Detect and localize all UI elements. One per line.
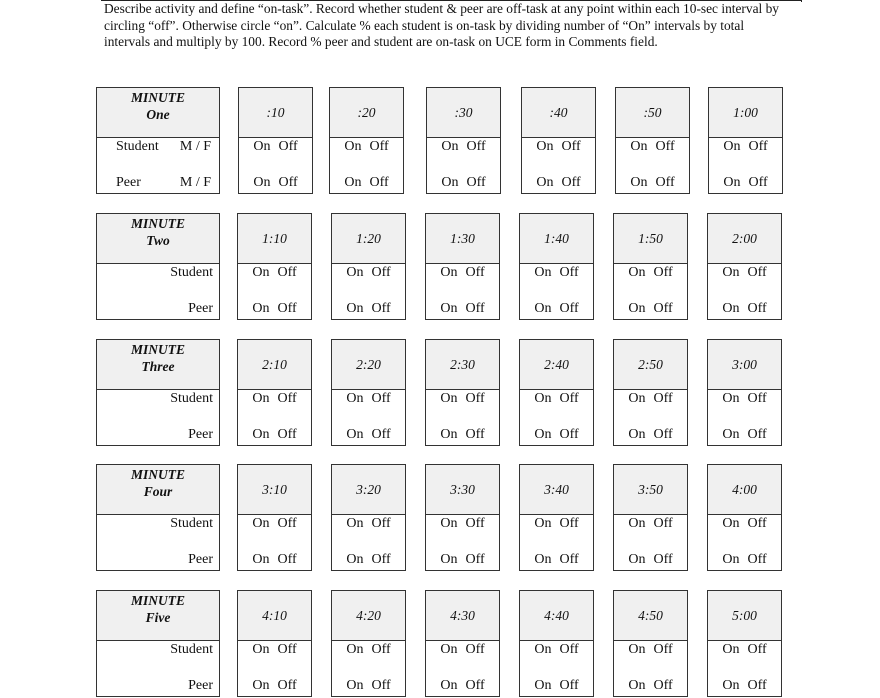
student-label: Student (116, 139, 159, 154)
off-option[interactable]: Off (465, 678, 485, 693)
student-on-off (614, 516, 687, 532)
student-label: Student (170, 516, 213, 531)
interval-header: 1:20 (331, 213, 406, 264)
peer-on-off (426, 301, 499, 317)
peer-on-off (332, 301, 405, 317)
on-option[interactable]: On (628, 678, 646, 693)
peer-on-off (614, 678, 687, 694)
minute-number: Two (146, 233, 170, 248)
on-option[interactable]: On (628, 391, 646, 406)
interval-header: 4:20 (331, 590, 406, 641)
interval-cell (519, 514, 594, 571)
peer-label: Peer (116, 175, 141, 190)
on-option[interactable]: On (440, 265, 458, 280)
interval-cell (613, 389, 688, 446)
interval-cell (237, 640, 312, 697)
on-option[interactable]: On (630, 175, 648, 190)
off-option[interactable]: Off (277, 552, 297, 567)
interval-header: 3:30 (425, 464, 500, 515)
off-option[interactable]: Off (655, 139, 675, 154)
student-on-off (522, 139, 595, 155)
peer-on-off (520, 552, 593, 568)
interval-cell (613, 514, 688, 571)
peer-on-off (708, 552, 781, 568)
student-label: Student (170, 391, 213, 406)
interval-header: 4:10 (237, 590, 312, 641)
on-option[interactable]: On (534, 301, 552, 316)
student-on-off (520, 391, 593, 407)
peer-on-off (332, 427, 405, 443)
on-option[interactable]: On (253, 175, 271, 190)
on-option[interactable]: On (440, 642, 458, 657)
off-option[interactable]: Off (559, 516, 579, 531)
on-option[interactable]: On (722, 516, 740, 531)
interval-header: 4:50 (613, 590, 688, 641)
on-option[interactable]: On (440, 301, 458, 316)
on-option[interactable]: On (723, 175, 741, 190)
on-option[interactable]: On (252, 552, 270, 567)
student-on-off (614, 391, 687, 407)
student-on-off (239, 139, 312, 155)
peer-on-off (332, 552, 405, 568)
minute-title: MINUTE (130, 467, 185, 482)
student-on-off (426, 516, 499, 532)
on-option[interactable]: On (628, 516, 646, 531)
interval-header: :40 (521, 87, 596, 138)
on-option[interactable]: On (441, 139, 459, 154)
on-option[interactable]: On (252, 678, 270, 693)
student-on-off (520, 516, 593, 532)
peer-on-off (427, 175, 500, 191)
on-option[interactable]: On (628, 427, 646, 442)
on-option[interactable]: On (536, 175, 554, 190)
off-option[interactable]: Off (653, 427, 673, 442)
minute-title: MINUTE (130, 593, 185, 608)
student-on-off (708, 391, 781, 407)
interval-cell (521, 137, 596, 194)
off-option[interactable]: Off (371, 642, 391, 657)
interval-cell (237, 514, 312, 571)
off-option[interactable]: Off (277, 678, 297, 693)
student-on-off (616, 139, 689, 155)
peer-on-off (708, 427, 781, 443)
student-on-off (708, 265, 781, 281)
off-option[interactable]: Off (747, 678, 767, 693)
on-option[interactable]: On (534, 265, 552, 280)
student-on-off (520, 642, 593, 658)
minute-block (0, 213, 880, 321)
student-on-off (426, 265, 499, 281)
interval-cell (425, 263, 500, 320)
on-option[interactable]: On (252, 265, 270, 280)
off-option[interactable]: Off (748, 139, 768, 154)
interval-cell (237, 389, 312, 446)
student-on-off (238, 391, 311, 407)
interval-header: 1:40 (519, 213, 594, 264)
interval-header: 4:30 (425, 590, 500, 641)
peer-on-off (520, 301, 593, 317)
on-option[interactable]: On (346, 391, 364, 406)
interval-cell (331, 389, 406, 446)
on-option[interactable]: On (722, 678, 740, 693)
peer-label: Peer (188, 552, 213, 567)
off-option[interactable]: Off (466, 175, 486, 190)
off-option[interactable]: Off (653, 642, 673, 657)
off-option[interactable]: Off (277, 265, 297, 280)
off-option[interactable]: Off (369, 139, 389, 154)
on-option[interactable]: On (628, 301, 646, 316)
on-option[interactable]: On (628, 642, 646, 657)
minute-header (96, 339, 220, 390)
student-label: Student (170, 642, 213, 657)
off-option[interactable]: Off (465, 642, 485, 657)
peer-on-off (238, 427, 311, 443)
interval-header: 1:10 (237, 213, 312, 264)
student-on-off (614, 265, 687, 281)
minute-number: Four (143, 484, 173, 499)
student-on-off (238, 265, 311, 281)
on-option[interactable]: On (722, 427, 740, 442)
interval-header: 2:50 (613, 339, 688, 390)
interval-header: 2:20 (331, 339, 406, 390)
peer-label: Peer (188, 427, 213, 442)
on-option[interactable]: On (440, 427, 458, 442)
interval-header: 3:20 (331, 464, 406, 515)
on-option[interactable]: On (534, 552, 552, 567)
off-option[interactable]: Off (653, 391, 673, 406)
on-option[interactable]: On (534, 391, 552, 406)
on-option[interactable]: On (346, 265, 364, 280)
off-option[interactable]: Off (371, 678, 391, 693)
student-on-off (614, 642, 687, 658)
off-option[interactable]: Off (466, 139, 486, 154)
peer-on-off (614, 301, 687, 317)
off-option[interactable]: Off (465, 391, 485, 406)
on-option[interactable]: On (722, 642, 740, 657)
off-option[interactable]: Off (747, 391, 767, 406)
student-on-off (426, 391, 499, 407)
minute-number: Three (141, 359, 175, 374)
on-option[interactable]: On (722, 301, 740, 316)
student-on-off (332, 391, 405, 407)
off-option[interactable]: Off (465, 301, 485, 316)
off-option[interactable]: Off (655, 175, 675, 190)
off-option[interactable]: Off (559, 642, 579, 657)
off-option[interactable]: Off (371, 552, 391, 567)
off-option[interactable]: Off (465, 552, 485, 567)
off-option[interactable]: Off (747, 642, 767, 657)
minute-header (96, 87, 220, 138)
on-option[interactable]: On (630, 139, 648, 154)
off-option[interactable]: Off (371, 516, 391, 531)
student-on-off (708, 642, 781, 658)
interval-cell (615, 137, 690, 194)
off-option[interactable]: Off (747, 427, 767, 442)
interval-cell (707, 263, 782, 320)
minute-header (96, 590, 220, 641)
minute-block (0, 464, 880, 572)
on-option[interactable]: On (346, 301, 364, 316)
student-on-off (238, 642, 311, 658)
interval-header: 1:30 (425, 213, 500, 264)
off-option[interactable]: Off (559, 427, 579, 442)
interval-cell (707, 389, 782, 446)
on-option[interactable]: On (440, 552, 458, 567)
instructions-text: Describe activity and define “on-task”. Record whether student & peer are off-task at any point within each 10-sec interval by circling “off”. Otherwise circle “on”. Calculate % each student is on-task by dividing number of “On” intervals by total intervals and multiply by 100. Record % peer and student are on-task on UCE form in Comments field. (104, 1, 779, 49)
interval-cell (331, 263, 406, 320)
interval-cell (708, 137, 783, 194)
on-option[interactable]: On (722, 265, 740, 280)
off-option[interactable]: Off (277, 391, 297, 406)
on-option[interactable]: On (346, 552, 364, 567)
peer-on-off (426, 427, 499, 443)
interval-cell (331, 514, 406, 571)
off-option[interactable]: Off (653, 552, 673, 567)
interval-header: 3:10 (237, 464, 312, 515)
on-option[interactable]: On (346, 427, 364, 442)
interval-header: 4:40 (519, 590, 594, 641)
interval-header: :20 (329, 87, 404, 138)
on-option[interactable]: On (722, 391, 740, 406)
off-option[interactable]: Off (277, 642, 297, 657)
off-option[interactable]: Off (371, 301, 391, 316)
interval-cell (426, 137, 501, 194)
interval-header: 3:00 (707, 339, 782, 390)
interval-header: :10 (238, 87, 313, 138)
off-option[interactable]: Off (747, 552, 767, 567)
minute-block (0, 87, 880, 195)
peer-on-off (426, 552, 499, 568)
minute-title: MINUTE (130, 342, 185, 357)
interval-header: 2:10 (237, 339, 312, 390)
off-option[interactable]: Off (278, 139, 298, 154)
off-option[interactable]: Off (559, 391, 579, 406)
on-option[interactable]: On (440, 391, 458, 406)
interval-cell (238, 137, 313, 194)
on-option[interactable]: On (723, 139, 741, 154)
row-label-box (96, 263, 220, 320)
on-option[interactable]: On (628, 265, 646, 280)
off-option[interactable]: Off (465, 427, 485, 442)
off-option[interactable]: Off (561, 175, 581, 190)
interval-header: 5:00 (707, 590, 782, 641)
student-on-off (332, 265, 405, 281)
peer-on-off (332, 678, 405, 694)
peer-on-off (330, 175, 403, 191)
off-option[interactable]: Off (559, 265, 579, 280)
off-option[interactable]: Off (369, 175, 389, 190)
interval-header: 2:40 (519, 339, 594, 390)
peer-label: Peer (188, 678, 213, 693)
minute-header (96, 213, 220, 264)
interval-cell (519, 640, 594, 697)
peer-on-off (426, 678, 499, 694)
interval-cell (707, 640, 782, 697)
minute-header (96, 464, 220, 515)
on-option[interactable]: On (534, 678, 552, 693)
minute-block (0, 590, 880, 698)
row-label-box (96, 640, 220, 697)
on-option[interactable]: On (344, 175, 362, 190)
interval-cell (425, 389, 500, 446)
off-option[interactable]: Off (278, 175, 298, 190)
off-option[interactable]: Off (559, 552, 579, 567)
on-option[interactable]: On (534, 642, 552, 657)
on-option[interactable]: On (440, 516, 458, 531)
peer-on-off (238, 552, 311, 568)
minute-block (0, 339, 880, 447)
interval-cell (519, 263, 594, 320)
on-option[interactable]: On (252, 301, 270, 316)
on-option[interactable]: On (536, 139, 554, 154)
off-option[interactable]: Off (559, 678, 579, 693)
interval-cell (425, 640, 500, 697)
off-option[interactable]: Off (747, 265, 767, 280)
off-option[interactable]: Off (465, 516, 485, 531)
off-option[interactable]: Off (371, 427, 391, 442)
interval-cell (425, 514, 500, 571)
on-option[interactable]: On (346, 516, 364, 531)
off-option[interactable]: Off (277, 301, 297, 316)
peer-on-off (522, 175, 595, 191)
off-option[interactable]: Off (653, 678, 673, 693)
off-option[interactable]: Off (371, 265, 391, 280)
student-on-off (708, 516, 781, 532)
student-on-off (426, 642, 499, 658)
on-option[interactable]: On (344, 139, 362, 154)
gender-selector[interactable]: M / F (179, 139, 211, 154)
gender-selector[interactable]: M / F (179, 175, 211, 190)
interval-header: 3:50 (613, 464, 688, 515)
off-option[interactable]: Off (653, 516, 673, 531)
minute-number: One (146, 107, 170, 122)
interval-header: 3:40 (519, 464, 594, 515)
on-option[interactable]: On (722, 552, 740, 567)
student-on-off (709, 139, 782, 155)
interval-header: :30 (426, 87, 501, 138)
on-option[interactable]: On (628, 552, 646, 567)
peer-on-off (614, 427, 687, 443)
row-label-box (96, 137, 220, 194)
student-on-off (238, 516, 311, 532)
interval-cell (329, 137, 404, 194)
on-option[interactable]: On (252, 642, 270, 657)
student-on-off (427, 139, 500, 155)
peer-on-off (520, 678, 593, 694)
minute-title: MINUTE (130, 216, 185, 231)
row-label-box (96, 389, 220, 446)
interval-header: 1:00 (708, 87, 783, 138)
peer-on-off (238, 301, 311, 317)
peer-on-off (239, 175, 312, 191)
minute-title: MINUTE (130, 90, 185, 105)
peer-on-off (709, 175, 782, 191)
student-on-off (332, 516, 405, 532)
interval-cell (707, 514, 782, 571)
off-option[interactable]: Off (653, 265, 673, 280)
interval-header: 2:00 (707, 213, 782, 264)
interval-cell (331, 640, 406, 697)
student-on-off (330, 139, 403, 155)
on-option[interactable]: On (440, 678, 458, 693)
minute-number: Five (145, 610, 171, 625)
off-option[interactable]: Off (747, 301, 767, 316)
off-option[interactable]: Off (747, 516, 767, 531)
peer-label: Peer (188, 301, 213, 316)
peer-on-off (238, 678, 311, 694)
on-option[interactable]: On (346, 642, 364, 657)
peer-on-off (616, 175, 689, 191)
off-option[interactable]: Off (277, 516, 297, 531)
peer-on-off (520, 427, 593, 443)
peer-on-off (708, 301, 781, 317)
off-option[interactable]: Off (653, 301, 673, 316)
interval-cell (237, 263, 312, 320)
interval-cell (519, 389, 594, 446)
on-option[interactable]: On (534, 427, 552, 442)
off-option[interactable]: Off (748, 175, 768, 190)
off-option[interactable]: Off (559, 301, 579, 316)
on-option[interactable]: On (534, 516, 552, 531)
off-option[interactable]: Off (277, 427, 297, 442)
off-option[interactable]: Off (371, 391, 391, 406)
peer-on-off (708, 678, 781, 694)
interval-header: 4:00 (707, 464, 782, 515)
interval-header: 1:50 (613, 213, 688, 264)
off-option[interactable]: Off (561, 139, 581, 154)
on-option[interactable]: On (252, 391, 270, 406)
on-option[interactable]: On (252, 516, 270, 531)
on-option[interactable]: On (441, 175, 459, 190)
on-option[interactable]: On (346, 678, 364, 693)
on-option[interactable]: On (252, 427, 270, 442)
off-option[interactable]: Off (465, 265, 485, 280)
top-border-edge (801, 0, 802, 2)
peer-on-off (614, 552, 687, 568)
interval-cell (613, 263, 688, 320)
interval-header: :50 (615, 87, 690, 138)
student-on-off (332, 642, 405, 658)
interval-cell (613, 640, 688, 697)
student-label: Student (170, 265, 213, 280)
student-on-off (520, 265, 593, 281)
interval-header: 2:30 (425, 339, 500, 390)
on-option[interactable]: On (253, 139, 271, 154)
row-label-box (96, 514, 220, 571)
